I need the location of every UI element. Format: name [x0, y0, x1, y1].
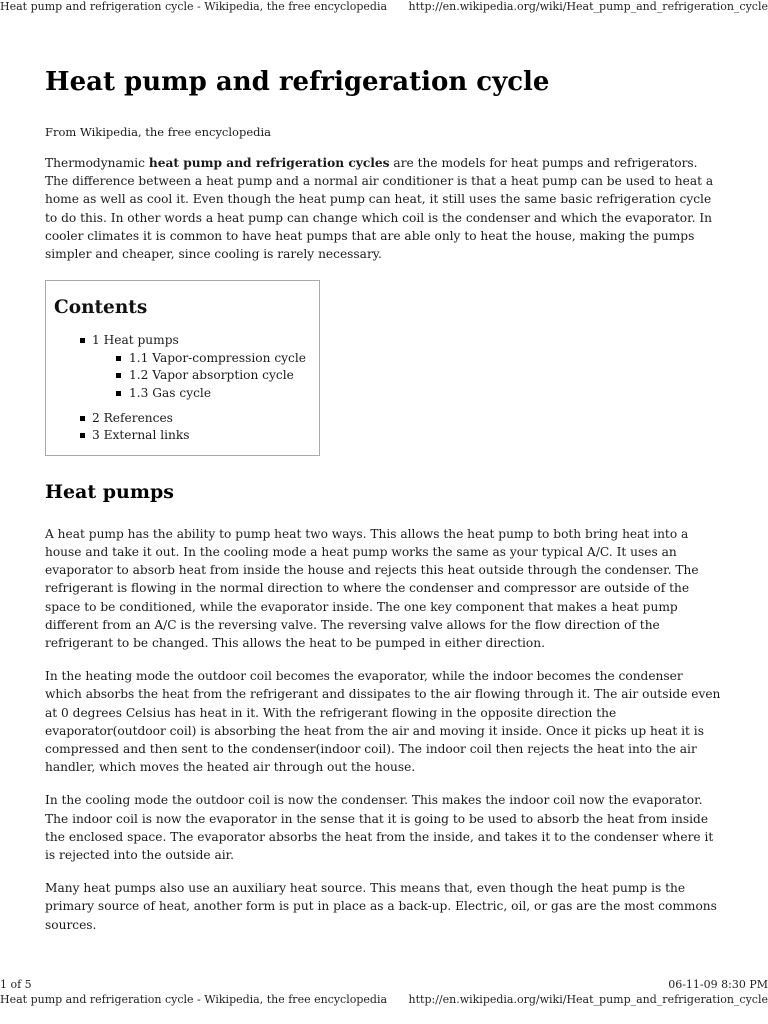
toc-item-heat-pumps[interactable]	[54, 332, 319, 350]
toc-item-references[interactable]	[54, 410, 319, 428]
toc-item-vapor-absorption[interactable]	[54, 367, 319, 385]
print-datetime: 06-11-09 8:30 PM	[668, 978, 768, 991]
body-paragraph: Many heat pumps also use an auxiliary heat source. This means that, even though the heat pump is the primary source of heat, another form is put in place as a back-up. Electric, oil, or gas are the most commons sources.	[45, 881, 717, 932]
intro-bold-term: heat pump and refrigeration cycles	[148, 156, 390, 170]
toc-item-external-links[interactable]	[54, 427, 319, 445]
print-footer-page-info	[0, 978, 768, 992]
header-url[interactable]: http://en.wikipedia.org/wiki/Heat_pump_and_refrigeration_cycle	[408, 0, 768, 13]
body-paragraph: A heat pump has the ability to pump heat two ways. This allows the heat pump to both bring heat into a house and take it out. In the cooling mode a heat pump works the same as your typical A/C. It uses an evaporator to absorb heat from inside the house and rejects this heat outside through the condenser. The refrigerant is flowing in the normal direction to where the condenser and compressor are outside of the space to be conditioned, while the evaporator inside. The one key component that makes a heat pump different from an A/C is the reversing valve. The reversing valve allows for the flow direction of the refrigerant to be changed. This allows the heat to be pumped in either direction.	[45, 526, 699, 650]
toc-item-vapor-compression[interactable]	[54, 350, 319, 368]
bullet-icon	[116, 373, 121, 378]
toc-item-label[interactable]: 3 External links	[92, 428, 190, 443]
bullet-icon	[116, 356, 121, 361]
bullet-icon	[80, 338, 85, 343]
header-page-title: Heat pump and refrigeration cycle - Wikipedia, the free encyclopedia	[0, 0, 388, 13]
toc-item-label[interactable]: 1.2 Vapor absorption cycle	[129, 368, 294, 383]
toc-item-gas-cycle[interactable]	[54, 385, 319, 403]
print-footer-title	[0, 993, 768, 1007]
toc-item-label[interactable]: 1.1 Vapor-compression cycle	[129, 350, 306, 365]
footer-page-title: Heat pump and refrigeration cycle - Wikipedia, the free encyclopedia	[0, 993, 388, 1006]
toc-item-label[interactable]: 1.3 Gas cycle	[129, 386, 212, 400]
body-paragraph: In the cooling mode the outdoor coil is now the condenser. This makes the indoor coil now the evaporator. The indoor coil is now the evaporator in the sense that it is going to be used to absorb the heat from inside the enclosed space. The evaporator absorbs the heat from the inside, and takes it to the condenser where it is rejected into the outside air.	[45, 793, 714, 863]
print-header	[0, 0, 768, 14]
intro-paragraph	[45, 154, 721, 263]
toc-title: Contents	[54, 297, 148, 319]
article-content	[45, 62, 721, 949]
bullet-icon	[116, 391, 121, 396]
body-paragraph: In the heating mode the outdoor coil becomes the evaporator, while the indoor becomes the condenser which absorbs the heat from the refrigerant and dissipates to the air flowing through it. The air outside even at 0 degrees Celsius has heat in it. With the refrigerant flowing in the opposite direction the evaporator(outdoor coil) is absorbing the heat from the air and moving it inside. Once it picks up heat it is compressed and then sent to the condenser(indoor coil). The indoor coil then rejects the heat into the air handler, which moves the heated air through out the house.	[45, 669, 721, 775]
bullet-icon	[80, 416, 85, 421]
table-of-contents	[45, 280, 320, 456]
site-subtitle: From Wikipedia, the free encyclopedia	[45, 125, 272, 139]
intro-text-start: Thermodynamic	[45, 156, 149, 170]
toc-item-label[interactable]: 2 References	[92, 410, 173, 425]
bullet-icon	[80, 433, 85, 438]
section-heading-heat-pumps: Heat pumps	[45, 480, 174, 503]
page-title: Heat pump and refrigeration cycle	[45, 67, 550, 97]
intro-text-rest: are the models for heat pumps and refrigerators. The difference between a heat pump and a normal air conditioner is that a heat pump can be used to heat a home as well as cool it. Even though the heat pump can heat, it still uses the same basic refrigeration cycle to do this. In other words a heat pump can change which coil is the condenser and which the evaporator. In cooler climates it is common to have heat pumps that are able only to heat the house, making the pumps simpler and cheaper, since cooling is rarely necessary.	[45, 156, 714, 262]
toc-list	[54, 332, 319, 445]
page-number: 1 of 5	[0, 978, 32, 991]
footer-url[interactable]: http://en.wikipedia.org/wiki/Heat_pump_and_refrigeration_cycle	[408, 993, 768, 1006]
toc-item-label[interactable]: 1 Heat pumps	[92, 333, 179, 348]
